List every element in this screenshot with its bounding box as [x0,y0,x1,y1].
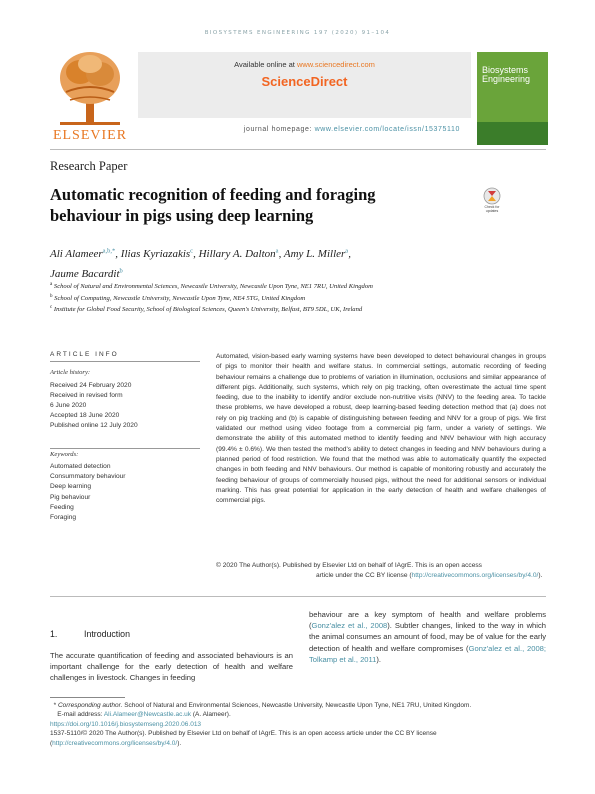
article-info-heading: ARTICLE INFO [50,351,119,358]
keywords-label: Keywords: [50,451,79,458]
journal-cover[interactable] [477,52,548,145]
keyword: Automated detection [50,463,111,470]
author[interactable]: Amy L. Miller$^a$, [283,247,351,260]
citation-link[interactable]: Gonz'alez et al., 2008 [311,621,388,631]
abstract-divider [50,596,546,597]
sciencedirect-url-link[interactable]: www.sciencedirect.com [296,60,375,69]
homepage-prefix: journal homepage: [243,126,315,133]
keyword: Consummatory behaviour [50,473,126,481]
cc-license-link[interactable]: http://creativecommons.org/licenses/by/4.0/ [411,572,539,580]
footnotes [50,701,546,748]
license-line: 1537-5110/© 2020 The Author(s). Published by Elsevier Ltd on behalf of IAgrE. This is an open access article under the CC BY license [50,730,437,738]
article-history-label: Article history: [50,369,91,376]
check-updates-icon [477,187,507,205]
cover-band [477,122,548,145]
history-entry: Received 24 February 2020 [50,382,132,389]
copyright-notice [216,561,546,582]
available-online [138,60,471,69]
affiliation: $^a$ School of Natural and Environmental Sciences, Newcastle University, Newcastle Upon Tyne, NE1 7RU, United Kingdom [50,282,373,291]
header-divider [50,149,546,150]
journal-homepage [150,126,460,133]
journal-homepage-link[interactable]: www.elsevier.com/locate/issn/15375110 [314,126,460,133]
license-url-line: (http://creativecommons.org/licenses/by/4.0/). [50,739,182,747]
intro-column-1: The accurate quantification of feeding and associated behaviours is an important challenge for the early detection of health and welfare challenges in livestock. Changes in feeding [50,651,293,683]
keyword: Foraging [50,514,77,522]
license-url-link[interactable]: http://creativecommons.org/licenses/by/4.0/ [52,739,178,747]
author[interactable]: Ilias Kyriazakis$^c$, [120,247,199,260]
article-history [50,381,200,431]
available-prefix: Available online at [234,60,297,69]
article-type: Research Paper [50,159,128,173]
author-list [50,242,490,283]
article-info-divider [50,361,200,362]
affiliation: $^b$ School of Computing, Newcastle University, Newcastle Upon Tyne, NE4 5TG, United Kingdom [50,293,306,302]
doi-link[interactable]: https://doi.org/10.1016/j.biosystemseng.2020.06.013 [50,720,202,728]
elsevier-wordmark: ELSEVIER [52,128,128,143]
section-title: Introduction [84,629,130,639]
abstract-text: Automated, vision-based early warning systems have been developed to detect behavioural changes in groups of pigs to monitor their health and welfare status. In commercial settings, automatic recording of feeding behaviour remains a challenge due to problems of variation in illumination, occlusions and similar appearance of different pigs. Additionally, such systems, which rely on pig tracking, often overestimate the actual time spent feeding, due to the inability to identify and/or exclude non-nutritive visits (NNV) to the feeding area. To tackle these problems, we have developed a robust, deep learning-based feeding detection method that (a) does not rely on pig tracking and (b) is capable of distinguishing between feeding and NNV for a group of pigs. We first validated our method using video footage from a commercial pig farm, under a variety of settings. We demonstrate the ability of this automated method to identify feeding and NNV behaviour with high accuracy (99.4% ± 0.6%). We then tested the method's ability to detect changes in feeding and NNV behaviours during a planned period of food restriction. We found that the method was able to automatically quantify the expected changes in both feeding and NNV behaviours. Our method is capable of monitoring robustly and accurately the feeding behaviour of groups of commercially housed pigs, without the need for additional sensors or individual marking. This has great potential for application in the early detection of health and welfare challenges of commercial pigs. [216,353,546,505]
keyword: Feeding [50,503,74,511]
history-entry: Published online 12 July 2020 [50,422,138,429]
affiliations [50,280,490,315]
elsevier-logo[interactable] [50,48,130,144]
history-entry: Received in revised form [50,392,123,399]
author[interactable]: Hillary A. Dalton$^a$, [198,247,284,260]
email-note: E-mail address: Ali.Alameer@Newcastle.ac.uk (A. Alameer). [57,711,231,719]
section-heading-introduction [50,629,130,639]
email-link[interactable]: Ali.Alameer@Newcastle.ac.uk [103,711,192,719]
elsevier-tree-icon [56,48,124,126]
cover-title-line2: Engineering [482,74,531,84]
check-updates-line1: Check for [484,205,500,209]
running-header: BIOSYSTEMS ENGINEERING 197 (2020) 91–104 [204,30,391,36]
section-number: 1. [50,629,58,639]
copyright-line1: © 2020 The Author(s). Published by Elsevier Ltd on behalf of IAgrE. This is an open access [216,562,482,569]
article-title: Automatic recognition of feeding and foraging behaviour in pigs using deep learning [50,185,376,225]
check-updates-line2: updates [485,209,499,213]
keyword: Deep learning [50,483,92,491]
copyright-line2: article under the CC BY license (http://creativecommons.org/licenses/by/4.0/). [316,572,543,580]
cover-title [482,66,530,84]
keyword: Pig behaviour [50,493,91,501]
check-updates-label [477,205,507,213]
history-entry: Accepted 18 June 2020 [50,412,120,419]
check-for-updates-badge[interactable] [477,187,507,219]
author[interactable]: Jaume Bacardit$^b$ [50,267,123,281]
corresponding-author-note: * Corresponding author. School of Natural and Environmental Sciences, Newcastle University, Newcastle Upon Tyne, NE1 7RU, United Kingdom. [50,702,472,709]
author[interactable]: Ali Alameer$^{a,b,*}$, [50,247,121,260]
sciencedirect-wordmark[interactable]: ScienceDirect [261,74,348,89]
affiliation: $^c$ Institute for Global Food Security, School of Biological Sciences, Queen's University, Belfast, BT9 5DL, UK, Ireland [50,305,363,314]
cover-title-line1: Biosystems [482,65,529,75]
citation-link[interactable]: Gonz'alez et al., 2008; Tolkamp et al., 2011 [309,643,546,664]
history-entry: 6 June 2020 [50,402,87,409]
keywords-divider [50,448,200,449]
intro-column-2: behaviour are a key symptom of health and welfare problems (Gonz'alez et al., 2008). Subtler changes, linked to the way in which the animal consumes an amount of food, may be of value for the early detection of health and welfare compromises (Gonz'alez et al., 2008; Tolkamp et al., 2011). [309,610,546,664]
footnote-divider [50,697,125,698]
keywords [50,462,200,523]
